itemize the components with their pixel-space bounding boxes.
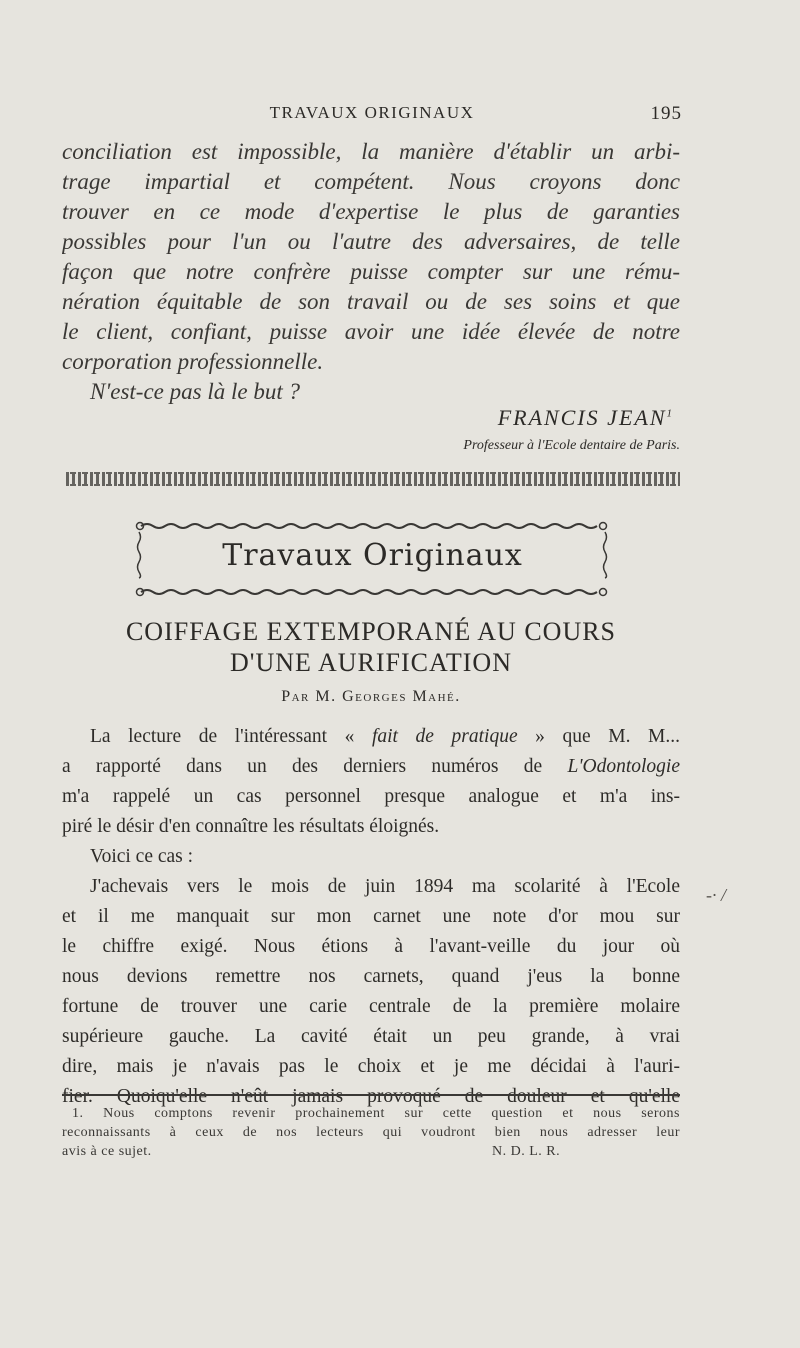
text-line (62, 722, 680, 752)
banner-title: Travaux Originaux (222, 538, 523, 573)
text-line: piré le désir d'en connaître les résultats éloignés. (62, 816, 440, 837)
footnote-rule (62, 1094, 680, 1096)
article-body (62, 722, 680, 1112)
section-banner (135, 520, 610, 598)
text-line: m'a rappelé un cas personnel presque analogue et m'a ins- (62, 786, 680, 807)
text-run: a rapporté dans un des derniers numéros de (62, 756, 568, 777)
text-line: trage impartial et compétent. Nous croyons donc (62, 169, 680, 194)
article-title-line-2: D'UNE AURIFICATION (230, 648, 512, 677)
text-line: trouver en ce mode d'expertise le plus de garanties (62, 199, 680, 224)
article-byline: Par M. Georges Mahé. (281, 688, 461, 705)
text-line: conciliation est impossible, la manière d'établir un arbi- (62, 139, 680, 164)
text-line: J'achevais vers le mois de juin 1894 ma scolarité à l'Ecole (90, 876, 680, 897)
footnote (62, 1104, 680, 1161)
text-line: façon que notre confrère puisse compter sur une rému- (62, 259, 680, 284)
running-title: TRAVAUX ORIGINAUX (269, 103, 475, 122)
footnote-marker: 1 (666, 407, 674, 420)
text-run: La lecture de l'intéressant « (90, 726, 372, 747)
text-line: dire, mais je n'avais pas le choix et je me décidai à l'auri- (62, 1056, 680, 1077)
text-run: » que M. M... (517, 726, 680, 747)
closing-line: N'est-ce pas là le but ? (90, 379, 300, 404)
footnote-line: 1. Nous comptons revenir prochainement sur cette question et nous serons (72, 1106, 680, 1121)
author-name: FRANCIS JEAN (497, 405, 667, 430)
text-line: le client, confiant, puisse avoir une idée élevée de notre (62, 319, 680, 344)
footnote-line (62, 1142, 680, 1161)
author-signature (498, 405, 674, 431)
text-line: nération équitable de son travail ou de ses soins et que (62, 289, 680, 314)
italic-run: L'Odontologie (567, 756, 680, 777)
margin-annotation: -· / (706, 885, 726, 905)
text-line: fortune de trouver une carie centrale de la première molaire (62, 996, 680, 1017)
footnote-line: reconnaissants à ceux de nos lecteurs qui voudront bien nous adresser leur (62, 1125, 680, 1140)
text-line: corporation professionnelle. (62, 349, 324, 374)
author-affiliation: Professeur à l'Ecole dentaire de Paris. (463, 438, 680, 453)
text-line: supérieure gauche. La cavité était un peu grande, à vrai (62, 1026, 680, 1047)
running-header (62, 103, 682, 133)
text-line (62, 752, 680, 782)
text-line: Voici ce cas : (90, 846, 194, 867)
editorial-signoff: N. D. L. R. (492, 1144, 561, 1159)
text-line: le chiffre exigé. Nous étions à l'avant-veille du jour où (62, 936, 680, 957)
page-number: 195 (650, 103, 682, 124)
continuation-paragraph (62, 137, 680, 407)
italic-run: fait de pratique (371, 726, 518, 747)
text-line: et il me manquait sur mon carnet une note d'or mou sur (62, 906, 680, 927)
ornamental-divider (66, 472, 680, 486)
text-line: fier. Quoiqu'elle n'eût jamais provoqué de douleur et qu'elle (62, 1086, 680, 1107)
footnote-text: avis à ce sujet. (62, 1144, 152, 1159)
article-title-line-1: COIFFAGE EXTEMPORANÉ AU COURS (125, 617, 617, 646)
text-line: possibles pour l'un ou l'autre des adversaires, de telle (62, 229, 680, 254)
text-line: nous devions remettre nos carnets, quand j'eus la bonne (62, 966, 680, 987)
